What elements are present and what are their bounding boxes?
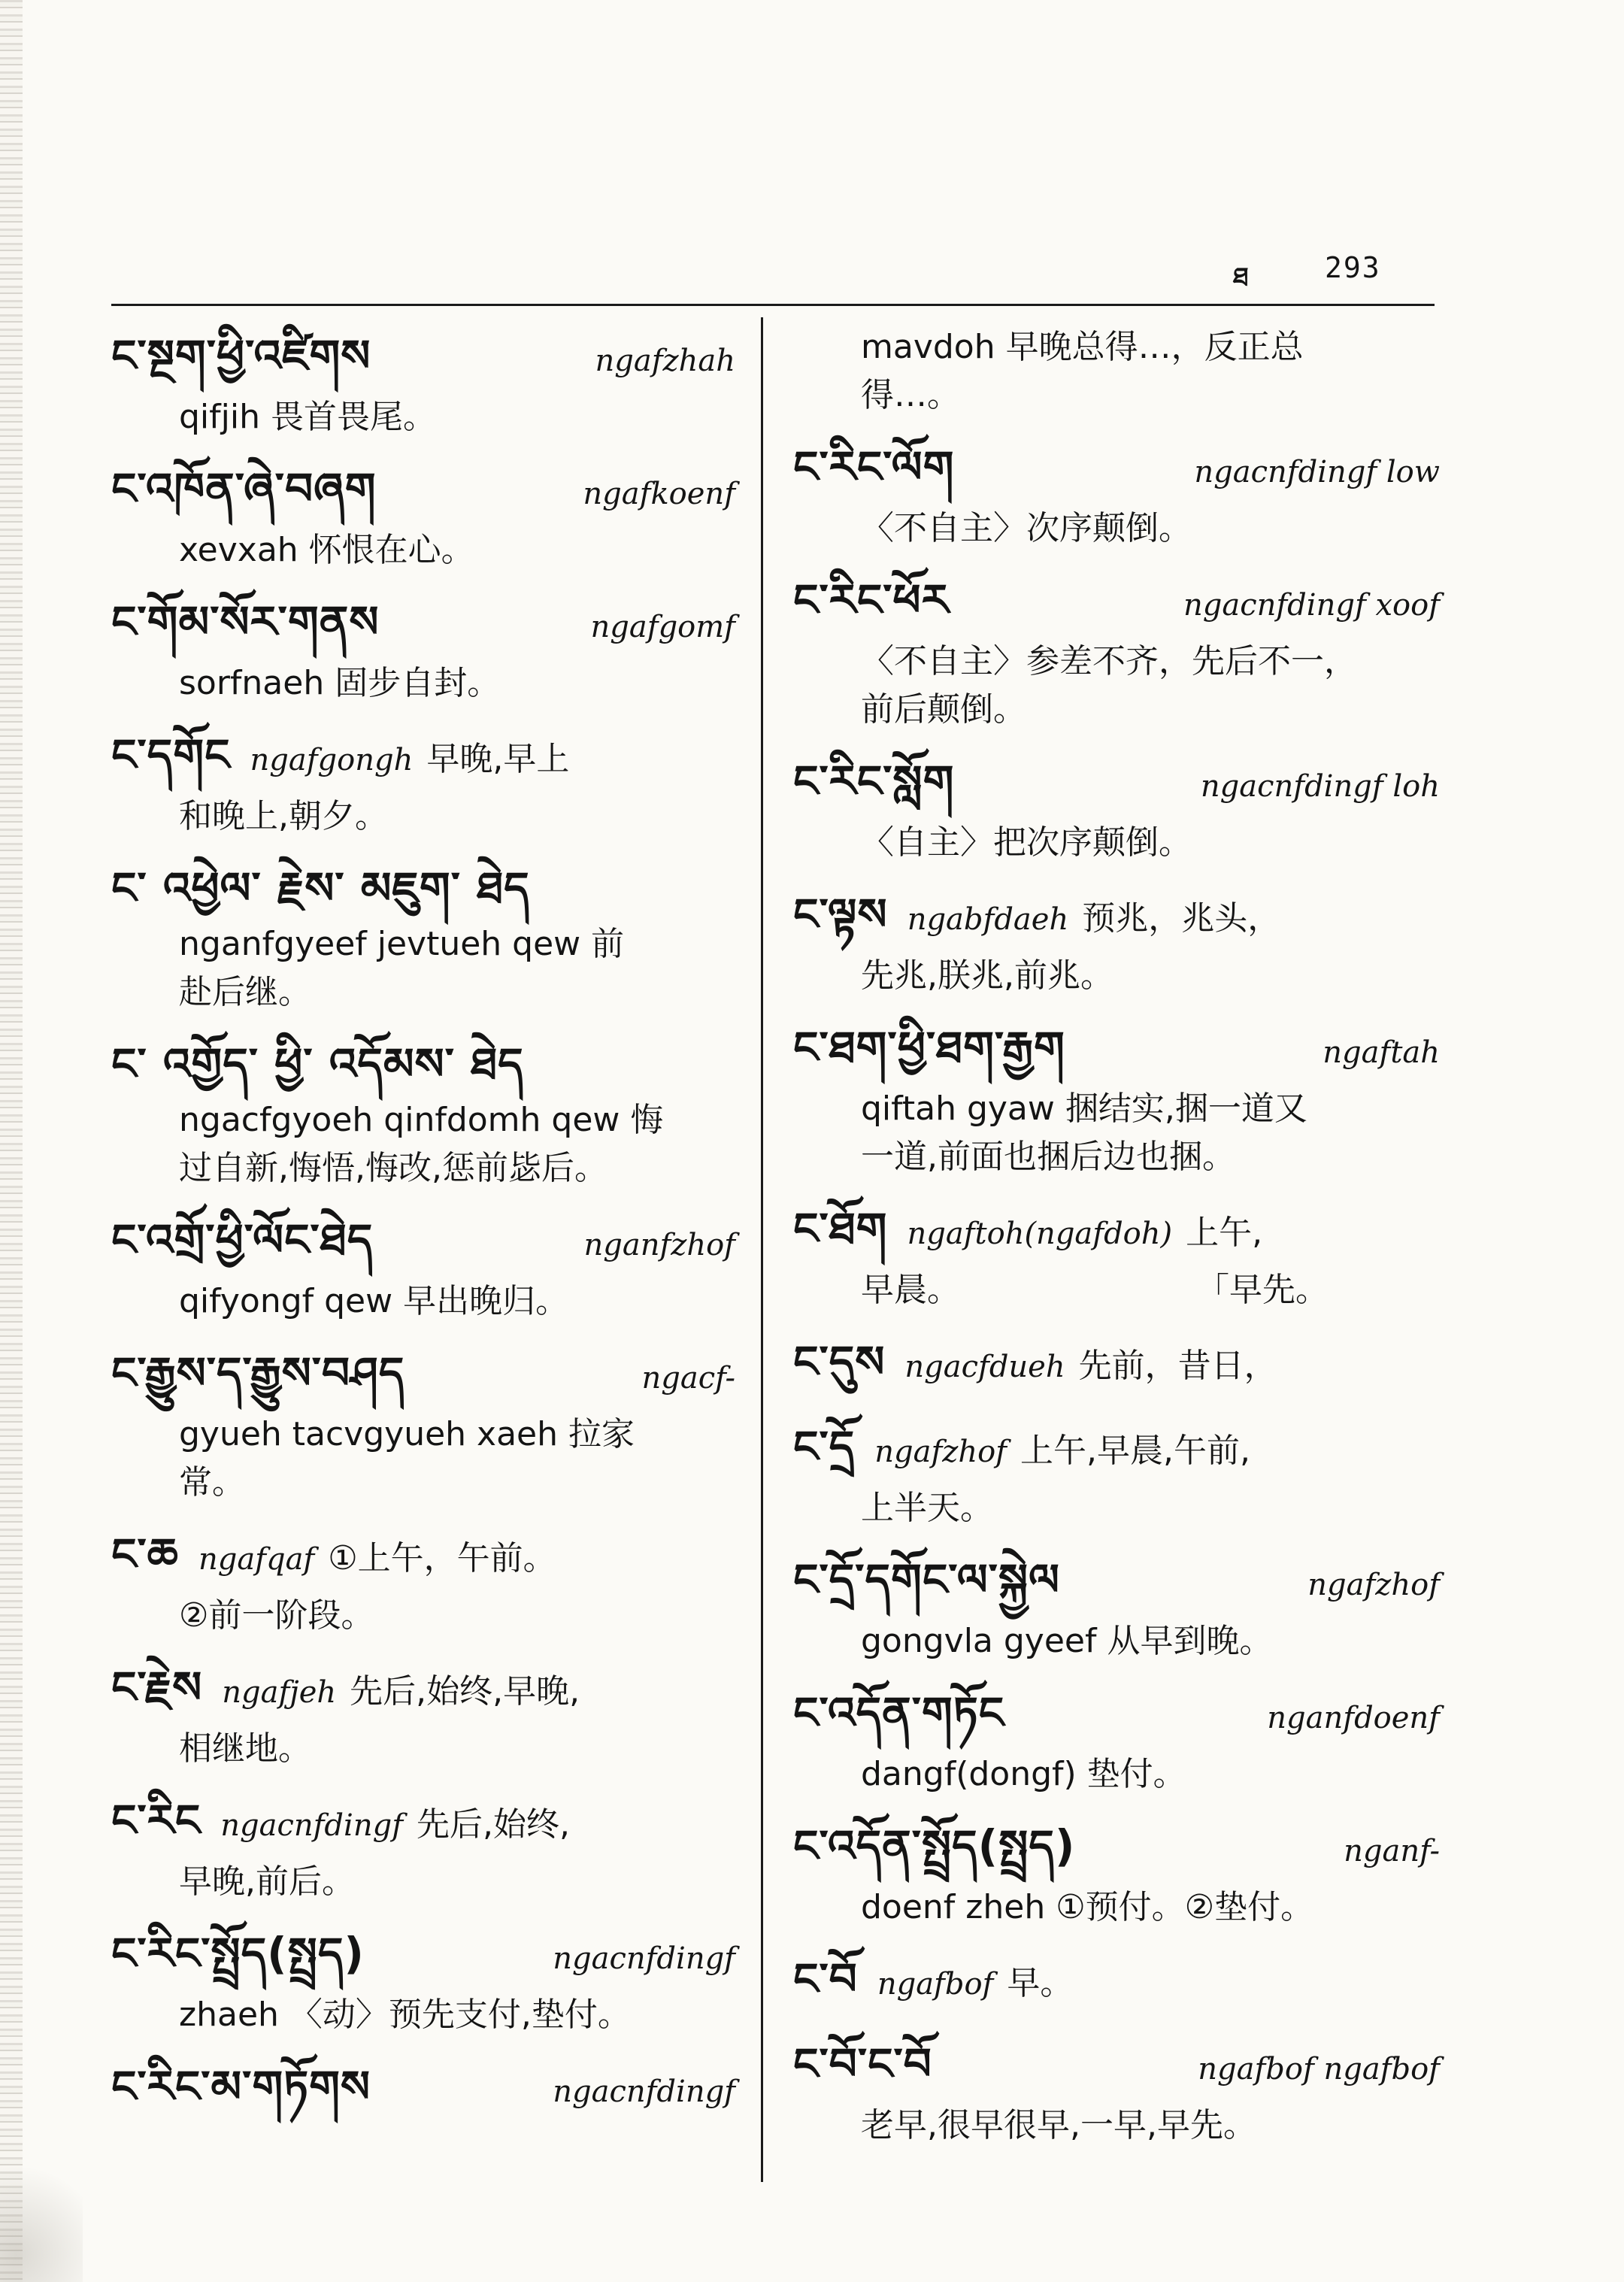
entry-tibetan: ང་དྲོ [793,1421,856,1472]
entry-romanization: ngabfdaeh [907,902,1069,937]
column-divider [761,317,763,2182]
dictionary-entry [793,1015,1440,1181]
entry-headline [793,568,1440,638]
dictionary-entry [111,1788,735,1906]
entry-definition-continued: 前后颠倒。 [861,690,1026,729]
entry-tibetan: ང་འགྲོ་ཕྱི་ལོང་ཐེད [111,1214,374,1265]
entry-romanization: ngacnfdingf loh [1200,769,1440,804]
page-number: 293 [1325,251,1381,284]
entry-tibetan: ང་ཐོག [793,1203,888,1254]
entry-definition: xevxah 怀恨在心。 [179,531,474,569]
entry-headline [111,856,735,920]
entry-romanization: ngacnfdingf [553,2074,735,2109]
entry-definition-overflow: 「早先。 [1196,1271,1329,1309]
entry-definition: qifyongf qew 早出晚归。 [179,1282,569,1320]
entry-romanization: ngacnfdingf xoof [1183,588,1440,623]
entry-definition: 先前，昔日， [1078,1347,1277,1385]
right-column [793,323,1440,2165]
entry-definition: 早。 [1007,1964,1074,2002]
dictionary-entry [111,456,735,574]
entry-definition: zhaeh 〈动〉预先支付,垫付。 [179,1996,631,2034]
scan-edge-left [0,0,23,2282]
entry-romanization: ngacnfdingf [553,1941,735,1976]
entry-tibetan: ང་བོ [793,1953,858,2005]
entry-headline [793,1015,1440,1085]
entry-definition: 预兆，兆头， [1082,899,1281,938]
entry-headline [793,1947,1440,2017]
entry-romanization: nganfzhof [583,1228,735,1262]
dictionary-entry [111,2054,735,2124]
entry-romanization: nganf- [1344,1834,1440,1868]
entry-tibetan: ང་འདོན་སྤྲོད(སྤྲད) [793,1820,1076,1871]
dictionary-entry [111,323,735,441]
entry-tibetan: ང་སྔག་ཕྱི་འཛིགས [111,330,371,381]
dictionary-entry [111,1032,735,1193]
entry-tibetan: ང་འཁོན་ཞེ་བཞག [111,463,377,514]
dictionary-entry [793,1196,1440,1314]
entry-romanization: ngafqaf [198,1542,315,1577]
entry-romanization: ngafkoenf [583,477,735,511]
entry-tibetan: ང་བོ་ང་བོ [793,2038,932,2090]
entry-tibetan: ང་རིང [111,1795,201,1846]
entry-definition-continued: ②前一阶段。 [179,1596,374,1635]
entry-definition-continued: 常。 [179,1463,245,1502]
entry-definition: dangf(dongf) 垫付。 [861,1755,1186,1793]
entry-tibetan: ང་རྗེས [111,1662,203,1713]
entry-romanization: ngafgongh [250,743,414,777]
entry-definition-continued: 过自新,悔悟,悔改,惩前毖后。 [179,1149,607,1187]
dictionary-entry [793,749,1440,867]
entry-headline [793,1814,1440,1883]
entry-definition-continued: 和晚上,朝夕。 [179,797,388,835]
entry-tibetan: ང་དྲོ་དགོང་ལ་སྐྱེལ [793,1554,1060,1605]
entry-headline [111,456,735,526]
entry-headline [111,2054,735,2124]
dictionary-entry [793,1414,1440,1532]
entry-definition: sorfnaeh 固步自封。 [179,664,501,702]
scan-edge-bottom [0,2147,83,2282]
entry-definition: 老早,很早很早,一早,早先。 [861,2106,1256,2144]
entry-romanization: ngafgomf [590,610,735,644]
entry-definition: qiftah gyaw 捆结实,捆一道又 [861,1089,1307,1128]
dictionary-entry [111,1655,735,1773]
entry-definition: nganfgyeef jevtueh qew 前 [179,925,625,963]
entry-headline [793,1547,1440,1617]
entry-tibetan: ང་རིང་ཕོར [793,574,950,626]
entry-tibetan: ང་དགོང [111,729,231,780]
entry-definition: 先后,始终, [417,1805,570,1844]
entry-headline [793,1196,1440,1266]
entry-headline [111,1522,735,1592]
entry-definition-continued: 一道,前面也捆后边也捆。 [861,1138,1235,1176]
dictionary-entry [793,1814,1440,1932]
entry-tibetan: ང་རིང་སློག [793,756,955,807]
entry-headline [111,1208,735,1277]
entry-definition: 早晚,早上 [426,740,570,778]
entry-romanization: ngafbof [877,1967,994,2002]
entry-tibetan: ང་རིང་མ་གཏོགས [111,2061,371,2112]
entry-headline [111,1788,735,1858]
dictionary-entry [111,723,735,841]
entry-headline [111,1341,735,1411]
dictionary-entry [111,856,735,1017]
entry-headline [111,589,735,659]
dictionary-entry [111,589,735,708]
left-column [111,323,735,2139]
entry-romanization: ngafzhof [1307,1568,1440,1602]
entry-headline [793,2032,1440,2102]
entry-headline [793,749,1440,819]
entry-definition: 上午, [1186,1214,1263,1252]
entry-romanization: ngaftah [1323,1035,1440,1070]
entry-definition: 上午,早晨,午前, [1020,1432,1250,1470]
page-header [0,248,1624,293]
entry-definition: 〈自主〉把次序颠倒。 [861,823,1192,862]
entry-headline [111,323,735,393]
dictionary-entry [111,1921,735,2039]
entry-definition-continued-text: 早晨。 [861,1271,960,1309]
entry-definition-continued: 赴后继。 [179,973,311,1011]
entry-definition-continued: 早晚,前后。 [179,1862,355,1901]
entry-romanization: ngafzhah [595,344,735,378]
entry-tibetan: ང་རིང་སྤྲོད(སྤྲད) [111,1928,365,1979]
entry-headline [111,723,735,792]
entry-definition-continued: 先兆,朕兆,前兆。 [861,956,1113,995]
entry-romanization: ngacfdueh [904,1350,1065,1384]
entry-definition-continued [793,1266,1440,1314]
dictionary-entry [793,568,1440,734]
entry-tibetan: ང་ འགྱོད་ ཕྱི་ འདོམས་ ཐེད [111,1038,524,1089]
entry-headline [793,1680,1440,1750]
entry-tibetan: ང་གོམ་སོར་གནས [111,596,380,647]
dictionary-entry [793,2032,1440,2150]
entry-definition: gyueh tacvgyueh xaeh 拉家 [179,1415,635,1453]
dictionary-entry [111,1341,735,1507]
entry-definition-continued: 相继地。 [179,1729,311,1768]
entry-headline [793,1414,1440,1484]
entry-tibetan: ང་ཆ [111,1529,179,1580]
dictionary-entry [793,1947,1440,2017]
entry-definition: doenf zheh ①预付。②垫付。 [861,1888,1314,1926]
dictionary-entry [793,882,1440,1000]
entry-romanization: ngaftoh(ngafdoh) [907,1217,1173,1251]
dictionary-entry [793,1547,1440,1665]
entry-definition: mavdoh 早晚总得…，反正总 [861,328,1304,366]
entry-tibetan: ང་ལྟས [793,889,888,940]
entry-tibetan: ང་ འཕྱེལ་ རྗེས་ མཇུག་ ཐེད [111,862,530,914]
dictionary-entry [793,435,1440,553]
entry-definition: ①上午，午前。 [328,1539,556,1577]
entry-definition-continued: 得…。 [861,376,960,414]
header-tibetan-mark: ཐ [1233,262,1249,292]
entry-tibetan: ང་རིང་ལོག [793,441,955,492]
dictionary-entry [111,1208,735,1326]
entry-headline [793,1329,1440,1399]
entry-definition: 〈不自主〉次序颠倒。 [861,509,1192,547]
dictionary-entry [793,1680,1440,1799]
entry-romanization: ngacnfdingf [220,1808,404,1843]
entry-tibetan: ང་དུས [793,1336,886,1387]
entry-romanization: ngacf- [641,1361,735,1396]
entry-definition: ngacfgyoeh qinfdomh qew 悔 [179,1101,664,1139]
dictionary-entry [111,1522,735,1640]
entry-definition-continued: 上半天。 [861,1489,993,1527]
entry-romanization: ngafjeh [222,1675,337,1710]
entry-headline [111,1921,735,1991]
entry-romanization: ngafzhof [874,1435,1007,1469]
entry-definition: gongvla gyeef 从早到晚。 [861,1622,1273,1660]
entry-tibetan: ང་འདོན་གཏོང [793,1687,1005,1738]
entry-headline [793,435,1440,505]
entry-headline [111,1655,735,1725]
entry-tibetan: ང་ཐག་ཕྱི་ཐག་རྒྱག [793,1022,1065,1073]
entry-romanization: ngacnfdingf low [1194,455,1440,489]
entry-romanization: nganfdoenf [1267,1701,1440,1735]
header-rule [111,304,1435,306]
dictionary-entry [793,1329,1440,1399]
entry-headline [111,1032,735,1096]
dictionary-entry [793,323,1440,420]
entry-tibetan: ང་རྒྱུས་ད་རྒྱུས་བཤད [111,1347,405,1399]
entry-definition: qifjih 畏首畏尾。 [179,398,436,436]
entry-definition: 先后,始终,早晚, [350,1672,580,1711]
entry-headline [793,882,1440,952]
entry-definition: 〈不自主〉参差不齐，先后不一， [861,642,1357,680]
entry-romanization: ngafbof ngafbof [1198,2052,1440,2087]
